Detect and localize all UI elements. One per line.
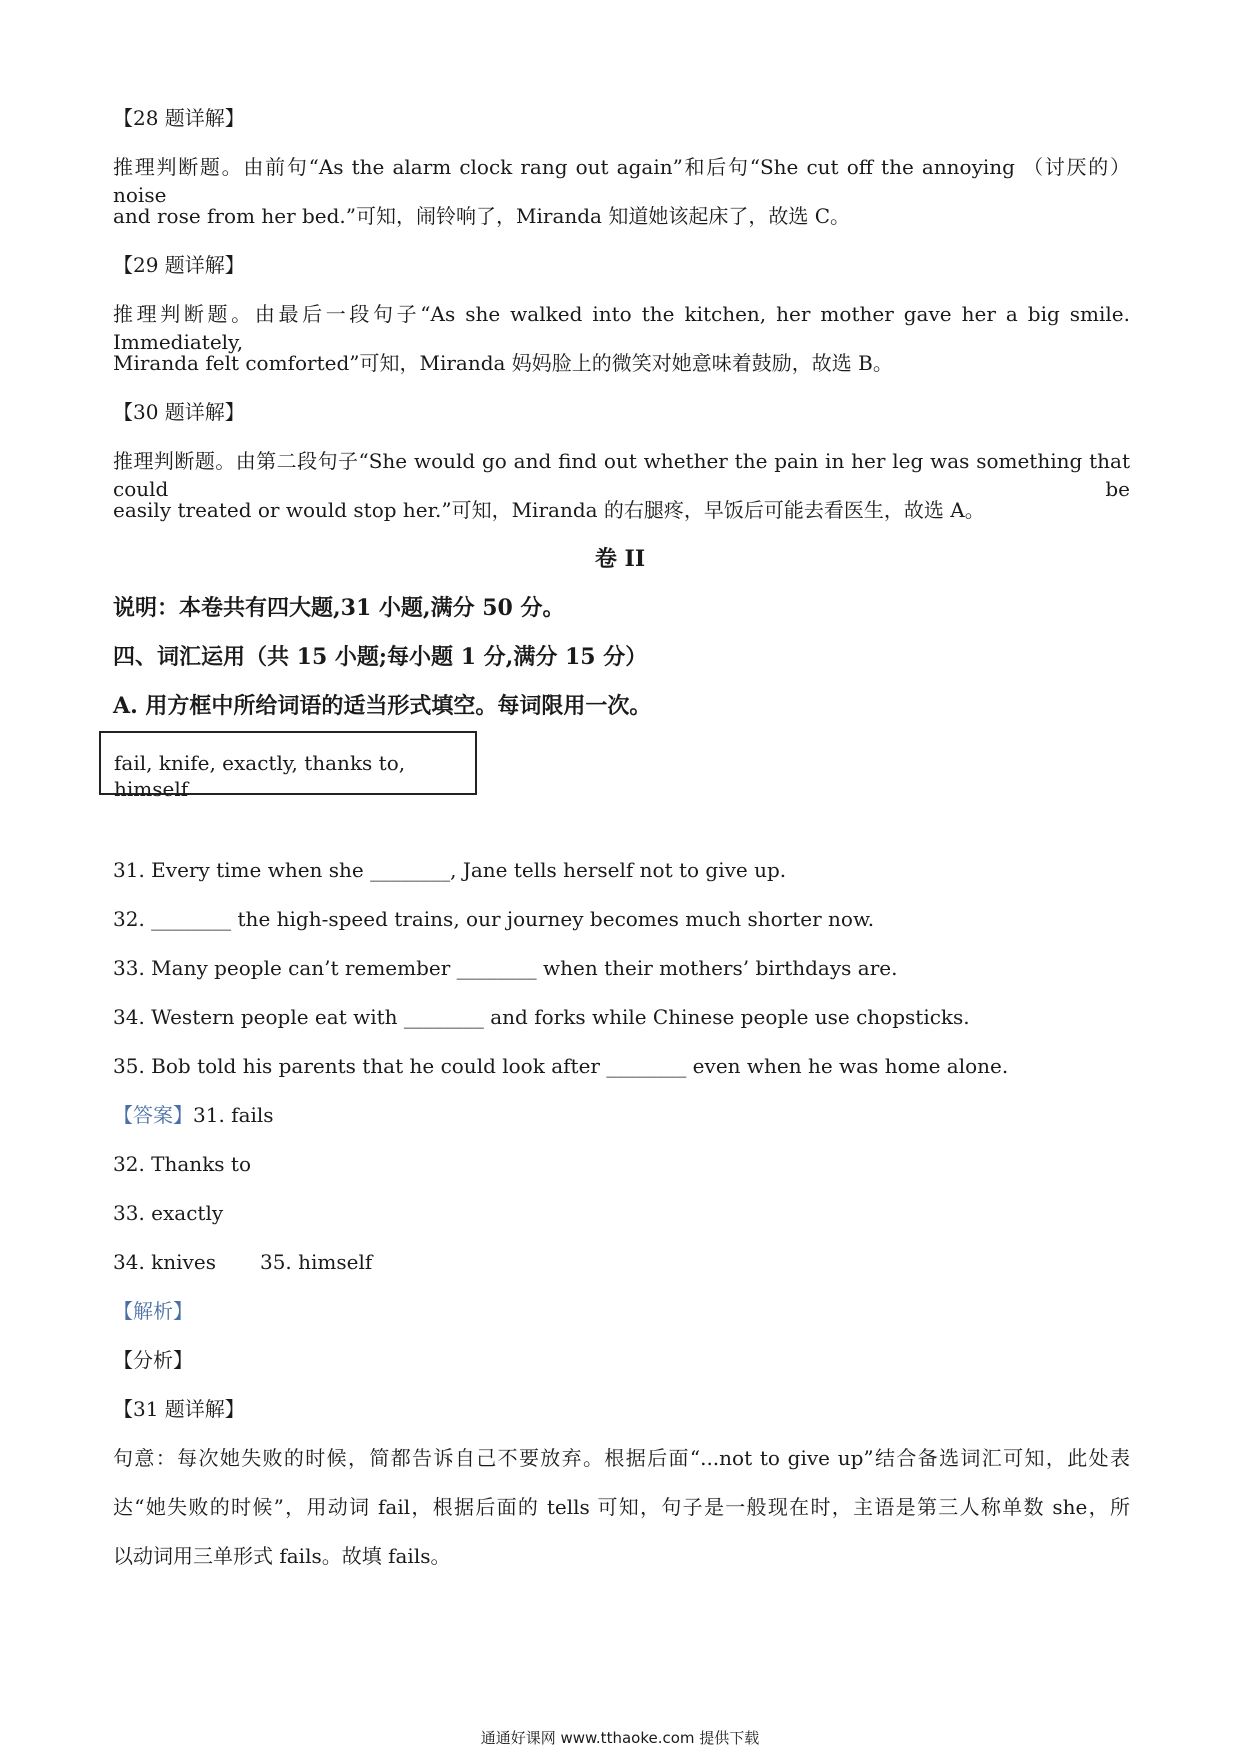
- answer-tag: 【答案】: [113, 1103, 193, 1127]
- question-31: 31. Every time when she ________, Jane tells herself not to give up.: [113, 858, 787, 882]
- analysis-tag: 【解析】: [113, 1299, 193, 1323]
- q30-line-2: easily treated or would stop her.”可知，Miranda 的右腿疼，早饭后可能去看医生，故选 A。: [113, 498, 985, 522]
- answer-33: 33. exactly: [113, 1201, 224, 1225]
- section-note: 说明：本卷共有四大题,31 小题,满分 50 分。: [113, 595, 565, 621]
- word-box: [99, 731, 477, 801]
- answer-31: 31. fails: [193, 1103, 274, 1127]
- q28-line-2: and rose from her bed.”可知，闹铃响了，Miranda 知道她该起床了，故选 C。: [113, 204, 850, 228]
- section-title: 卷 II: [594, 546, 646, 572]
- q31-line-1: 句意：每次她失败的时候，简都告诉自己不要放弃。根据后面“...not to give up”结合备选词汇可知，此处表: [113, 1446, 1130, 1470]
- sub-title: A. 用方框中所给词语的适当形式填空。每词限用一次。: [113, 693, 652, 719]
- question-33: 33. Many people can’t remember ________ when their mothers’ birthdays are.: [113, 956, 898, 980]
- answer-line-31: [113, 1101, 274, 1129]
- q31-line-3: 以动词用三单形式 fails。故填 fails。: [113, 1544, 451, 1568]
- q31-header: 【31 题详解】: [113, 1397, 245, 1421]
- q29-line-1: 推理判断题。由最后一段句子“As she walked into the kitchen, her mother gave her a big smile. Immediately,: [113, 302, 1130, 354]
- q28-line-1: 推理判断题。由前句“As the alarm clock rang out again”和后句“She cut off the annoying （讨厌的） noise: [113, 155, 1130, 207]
- q28-header: 【28 题详解】: [113, 106, 245, 130]
- question-35: 35. Bob told his parents that he could look after ________ even when he was home alone.: [113, 1054, 1009, 1078]
- fenxi-tag: 【分析】: [113, 1348, 193, 1372]
- q29-header: 【29 题详解】: [113, 253, 245, 277]
- answer-34: 34. knives: [113, 1250, 216, 1274]
- part-title: 四、词汇运用（共 15 小题;每小题 1 分,满分 15 分）: [113, 644, 648, 670]
- answer-35: 35. himself: [259, 1250, 373, 1274]
- word-box-text: fail, knife, exactly, thanks to, himself: [114, 751, 406, 801]
- answer-line-34-35: [113, 1248, 372, 1276]
- answer-32: 32. Thanks to: [113, 1152, 252, 1176]
- question-32: 32. ________ the high-speed trains, our journey becomes much shorter now.: [113, 907, 875, 931]
- q31-line-2: 达“她失败的时候”，用动词 fail，根据后面的 tells 可知，句子是一般现在时，主语是第三人称单数 she，所: [113, 1495, 1130, 1519]
- q30-line-1: 推理判断题。由第二段句子“She would go and find out whether the pain in her leg was something that could be: [113, 449, 1130, 501]
- q30-header: 【30 题详解】: [113, 400, 245, 424]
- q29-line-2: Miranda felt comforted”可知，Miranda 妈妈脸上的微笑对她意味着鼓励，故选 B。: [113, 351, 893, 375]
- question-34: 34. Western people eat with ________ and forks while Chinese people use chopsticks.: [113, 1005, 970, 1029]
- page-footer: 通通好课网 www.tthaoke.com 提供下载: [480, 1729, 760, 1747]
